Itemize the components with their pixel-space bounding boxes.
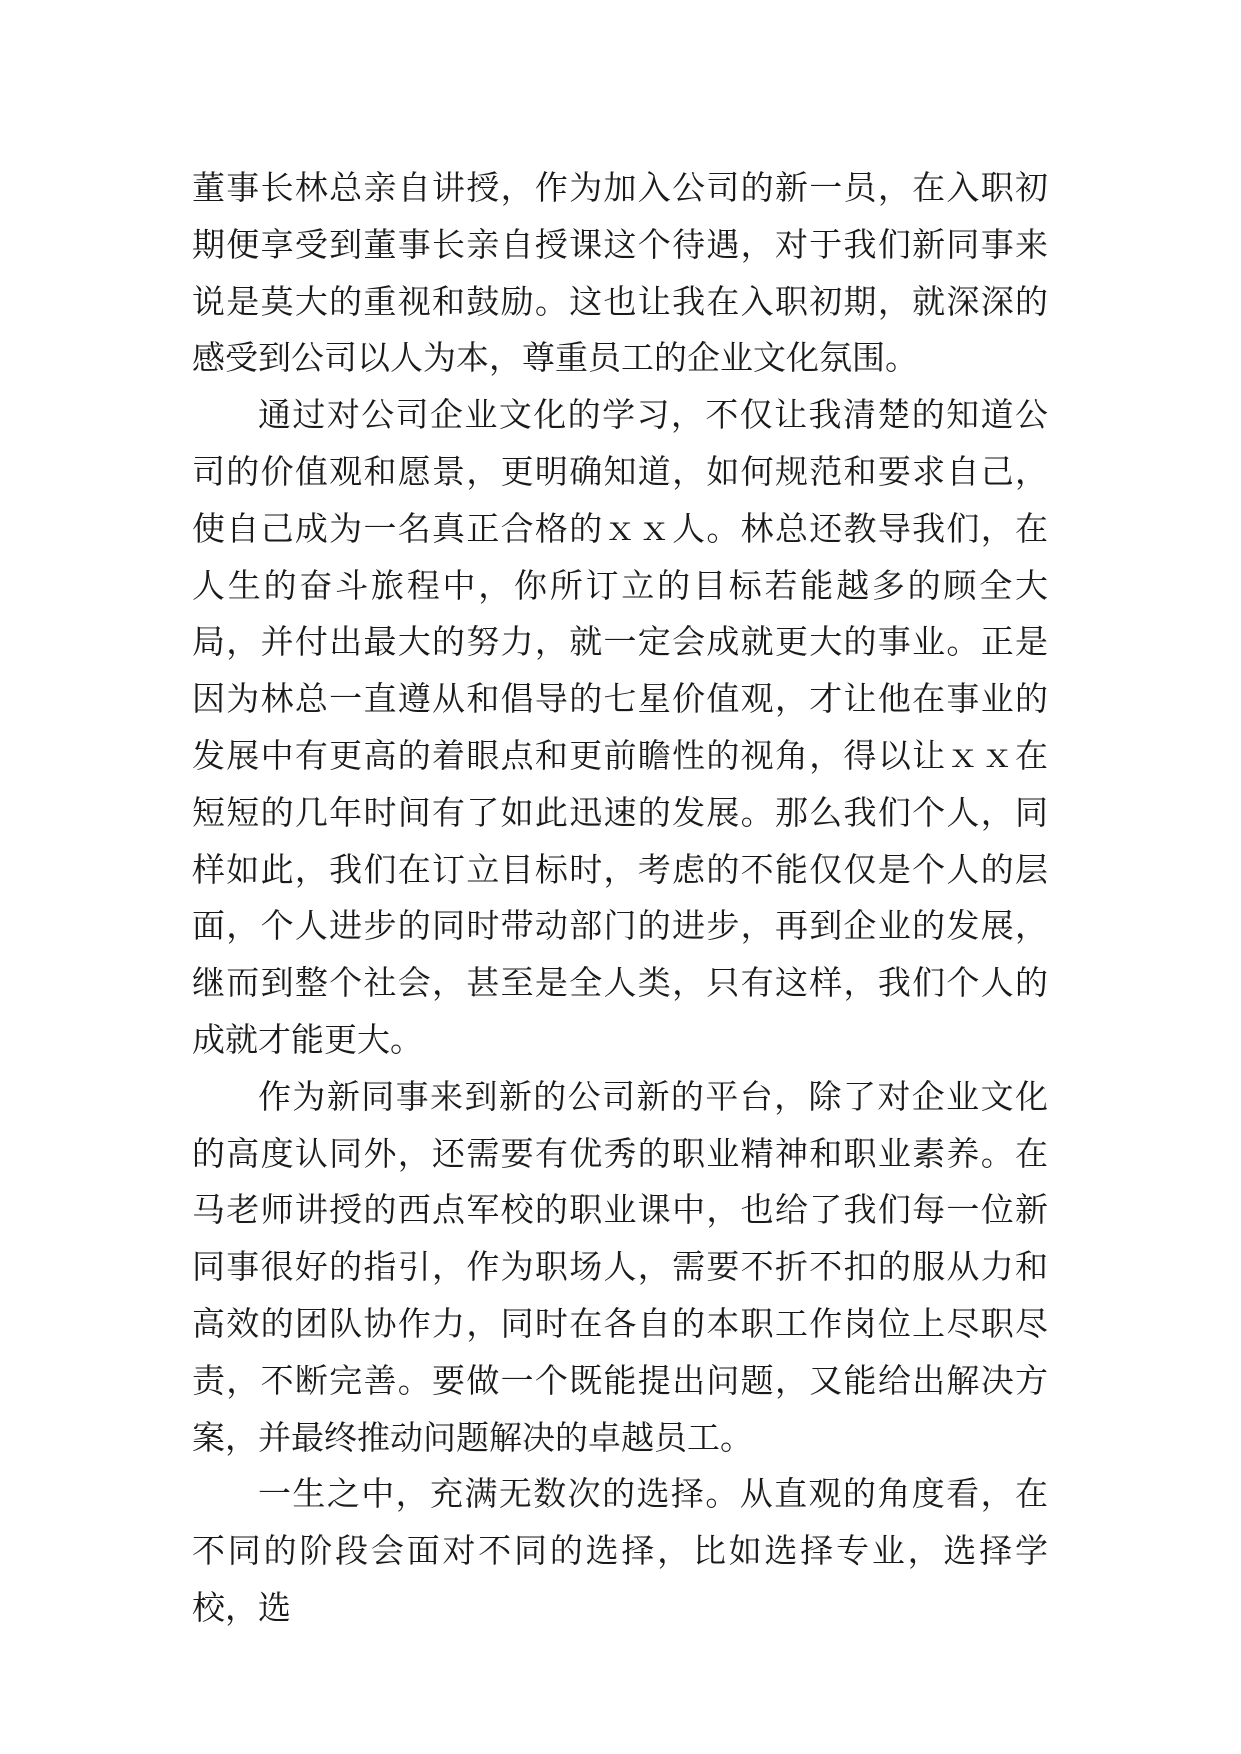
- paragraph-3: 作为新同事来到新的公司新的平台，除了对企业文化的高度认同外，还需要有优秀的职业精神和职业素养。在马老师讲授的西点军校的职业课中，也给了我们每一位新同事很好的指引，作为职场人，需要不折不扣的服从力和高效的团队协作力，同时在各自的本职工作岗位上尽职尽责，不断完善。要做一个既能提出问题，又能给出解决方案，并最终推动问题解决的卓越员工。: [192, 1076, 1048, 1457]
- paragraph-4: 一生之中，充满无数次的选择。从直观的角度看，在不同的阶段会面对不同的选择，比如选择专业，选择学校，选: [192, 1474, 1048, 1627]
- document-body: [192, 160, 1048, 1637]
- paragraph-2: 通过对公司企业文化的学习，不仅让我清楚的知道公司的价值观和愿景，更明确知道，如何规范和要求自己，使自己成为一名真正合格的ｘｘ人。林总还教导我们，在人生的奋斗旅程中，你所订立的目标若能越多的顾全大局，并付出最大的努力，就一定会成就更大的事业。正是因为林总一直遵从和倡导的七星价值观，才让他在事业的发展中有更高的着眼点和更前瞻性的视角，得以让ｘｘ在短短的几年时间有了如此迅速的发展。那么我们个人，同样如此，我们在订立目标时，考虑的不能仅仅是个人的层面，个人进步的同时带动部门的进步，再到企业的发展，继而到整个社会，甚至是全人类，只有这样，我们个人的成就才能更大。: [192, 395, 1048, 1059]
- paragraph-1: 董事长林总亲自讲授，作为加入公司的新一员，在入职初期便享受到董事长亲自授课这个待遇，对于我们新同事来说是莫大的重视和鼓励。这也让我在入职初期，就深深的感受到公司以人为本，尊重员工的企业文化氛围。: [192, 168, 1048, 378]
